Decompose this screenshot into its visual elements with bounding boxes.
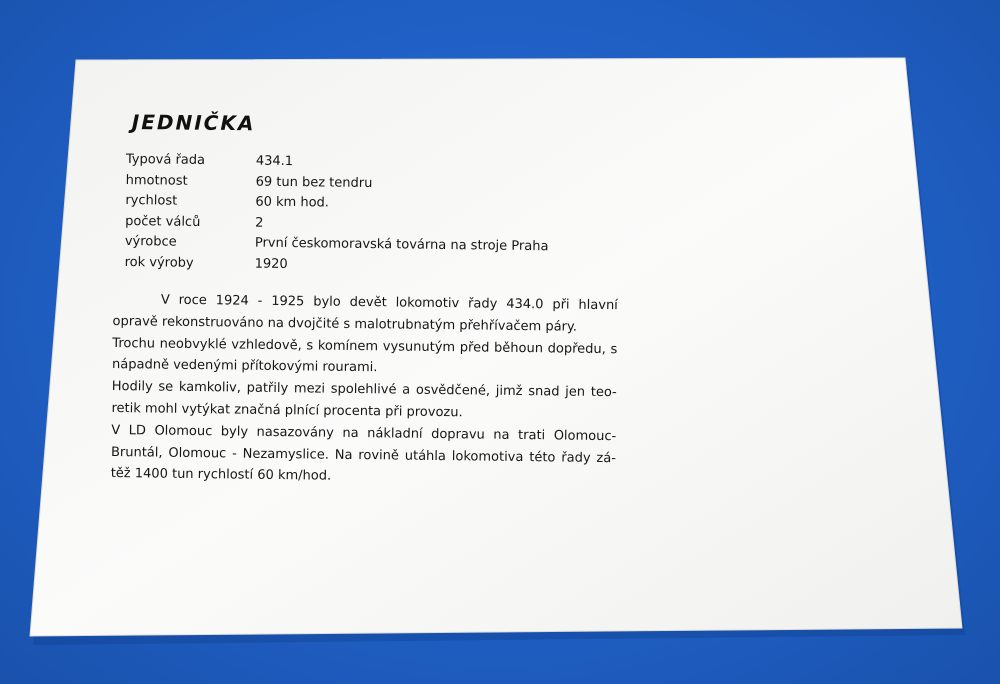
spec-label: rychlost xyxy=(125,192,178,209)
body-line: opravě rekonstruováno na dvojčité s malotrubnatým přehřívačem páry. xyxy=(112,313,578,335)
spec-value: 69 tun bez tendru xyxy=(255,174,373,191)
spec-value: 2 xyxy=(255,215,264,231)
description-paragraph xyxy=(111,289,618,491)
body-line: V LD Olomouc byly nasazovány na nákladní dopravu na trati Olomouc- xyxy=(111,422,617,444)
card-title: JEDNIČKA xyxy=(131,110,256,136)
spec-value: 60 km hod. xyxy=(255,194,330,211)
spec-label: Typová řada xyxy=(125,151,206,168)
spec-label: hmotnost xyxy=(125,172,188,189)
body-line: retik mohl vytýkat značná plnící procenta při provozu. xyxy=(111,400,463,421)
body-line: Bruntál, Olomouc - Nezamyslice. Na rovině utáhla lokomotiva této řady zá- xyxy=(110,444,617,466)
spec-value: 434.1 xyxy=(255,153,294,170)
spec-label: počet válců xyxy=(125,213,201,230)
body-line: Hodily se kamkoliv, patřily mezi spolehlivé a osvědčené, jimž snad jen teo- xyxy=(111,379,617,401)
body-line: těž 1400 tun rychlostí 60 km/hod. xyxy=(110,466,332,485)
spec-value: První českomoravská továrna na stroje Praha xyxy=(254,235,549,255)
spec-label: výrobce xyxy=(124,233,177,250)
spec-table xyxy=(124,150,549,278)
spec-label: rok výroby xyxy=(124,254,194,271)
body-line: Trochu neobvyklé vzhledově, s komínem vysunutým před běhoun dopředu, s xyxy=(112,335,618,357)
body-line: V roce 1924 - 1925 bylo devět lokomotiv řady 434.0 při hlavní xyxy=(160,292,618,314)
body-line: nápadně vedenými přítokovými rourami. xyxy=(111,357,378,376)
spec-value: 1920 xyxy=(254,256,288,272)
